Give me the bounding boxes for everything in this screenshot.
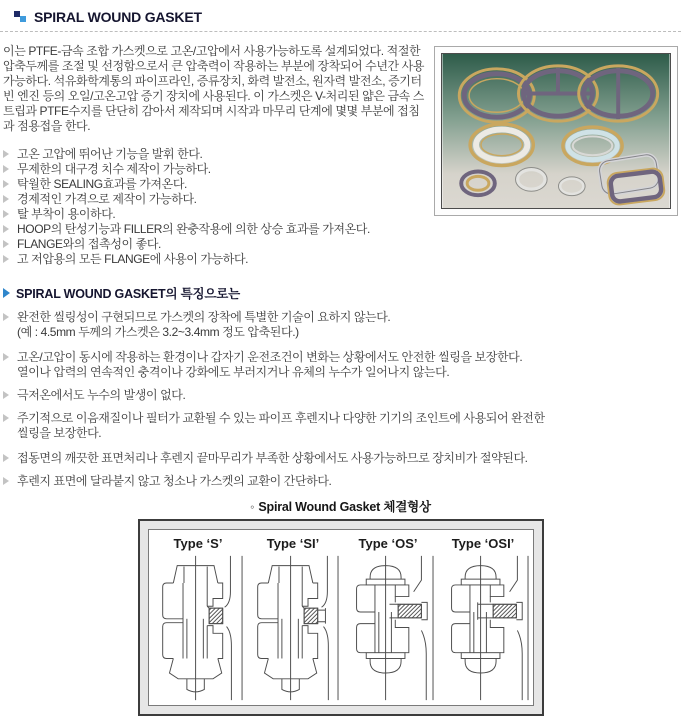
- characteristic-line: 씰링을 보장한다.: [17, 426, 102, 440]
- flange-joint-drawing-si: [245, 553, 342, 703]
- characteristic-item: [3, 350, 678, 380]
- chevron-bullet-icon: [3, 240, 9, 248]
- type-label: Type ‘SI’: [266, 536, 320, 551]
- diagram-caption: [3, 497, 678, 515]
- joint-types-diagram-inner: [148, 529, 534, 706]
- chevron-bullet-icon: [3, 414, 9, 422]
- chevron-bullet-icon: [3, 313, 9, 321]
- page-title: SPIRAL WOUND GASKET: [34, 9, 202, 25]
- feature-item: [3, 222, 678, 237]
- section-subheading: [3, 284, 678, 302]
- page-header: [0, 0, 681, 32]
- joint-types-diagram: [138, 519, 544, 716]
- chevron-bullet-icon: [3, 353, 9, 361]
- characteristic-item: [3, 451, 678, 466]
- chevron-bullet-icon: [3, 255, 9, 263]
- characteristic-line: 완전한 씰링성이 구현되므로 가스켓의 장착에 특별한 기술이 요하지 않는다.: [17, 310, 391, 324]
- type-label: Type ‘OSI’: [451, 536, 515, 551]
- feature-item-label: 탁월한 SEALING효과를 가져온다.: [17, 177, 187, 191]
- feature-item-label: HOOP의 탄성기능과 FILLER의 완충작용에 의한 상승 효과를 가져온다.: [17, 222, 370, 236]
- feature-item-label: FLANGE와의 접촉성이 좋다.: [17, 237, 161, 251]
- feature-item: [3, 237, 678, 252]
- flange-joint-drawing-os: [340, 553, 437, 703]
- feature-item: [3, 162, 678, 177]
- feature-item: [3, 252, 678, 267]
- characteristic-item: [3, 388, 678, 403]
- diagram-panel-type-s: [151, 535, 246, 703]
- characteristic-item: [3, 474, 678, 489]
- feature-item: [3, 177, 678, 192]
- chevron-bullet-icon: [3, 150, 9, 158]
- characteristic-item: [3, 411, 678, 441]
- diagram-panel-type-si: [246, 535, 341, 703]
- diagram-caption-label: Spiral Wound Gasket 체결형상: [258, 500, 431, 514]
- characteristic-note: (예 : 4.5mm 두께의 가스켓은 3.2~3.4mm 정도 압축된다.): [17, 325, 299, 339]
- feature-item-label: 고 저압용의 모든 FLANGE에 사용이 가능하다.: [17, 252, 249, 266]
- content-area: [0, 32, 681, 716]
- type-label: Type ‘OS’: [358, 536, 418, 551]
- feature-item: [3, 147, 678, 162]
- characteristic-line: 후렌지 표면에 달라붙지 않고 청소나 가스켓의 교환이 간단하다.: [17, 474, 332, 488]
- feature-item-label: 탈 부착이 용이하다.: [17, 207, 116, 221]
- type-label: Type ‘S’: [173, 536, 223, 551]
- characteristics-list: [3, 310, 678, 489]
- feature-item: [3, 207, 678, 222]
- intro-paragraph: 이는 PTFE-금속 조합 가스켓으로 고온/고압에서 사용가능하도록 설계되었다. 적절한 압축두께를 조절 및 선정함으로서 큰 압축력이 작용하는 부분에 장착되어 수년간 사용가능하다. 석유화학계통의 파이프라인, 증류장치, 화력 발전소, 원자력 발전소, 증기터빈 엔진 등의 오일/고온고압 증기 장치에 사용된다. 이 가스켓은 V-처리된 얇은 금속 스트립과 PTFE수지를 단단히 감아서 제작되며 시작과 마무리 단계에 몇몇 부분에 접침과 점용접을 한다.: [3, 44, 425, 133]
- chevron-bullet-icon: [3, 225, 9, 233]
- chevron-bullet-icon: [3, 210, 9, 218]
- chevron-bullet-icon: [3, 477, 9, 485]
- characteristic-line: 고온/고압이 동시에 작용하는 환경이나 갑자기 운전조건이 변화는 상황에서도 안전한 씰링을 보장한다.: [17, 350, 523, 364]
- characteristic-item: [3, 310, 678, 340]
- primary-feature-list: [3, 147, 678, 267]
- chevron-bullet-icon: [3, 391, 9, 399]
- feature-item-label: 경제적인 가격으로 제작이 가능하다.: [17, 192, 197, 206]
- chevron-bullet-icon: [3, 195, 9, 203]
- header-bullet-icon: [14, 11, 26, 23]
- chevron-bullet-icon: [3, 180, 9, 188]
- characteristic-line: 주기적으로 이음재질이나 필터가 교환될 수 있는 파이프 후렌지나 다양한 기기의 조인트에 사용되어 완전한: [17, 411, 545, 425]
- feature-item-label: 고온 고압에 뛰어난 기능을 발휘 한다.: [17, 147, 203, 161]
- section-subheading-label: SPIRAL WOUND GASKET의 특징으로는: [16, 287, 240, 301]
- characteristic-line: 열이나 압력의 연속적인 충격이나 강화에도 부러지거나 유체의 누수가 일어나지 않는다.: [17, 365, 450, 379]
- circle-bullet-icon: ◦: [250, 500, 255, 514]
- diagram-panel-type-osi: [436, 535, 531, 703]
- feature-item-label: 무제한의 대구경 치수 제작이 가능하다.: [17, 162, 211, 176]
- feature-item: [3, 192, 678, 207]
- flange-joint-drawing-osi: [435, 553, 532, 703]
- characteristic-line: 접동면의 깨끗한 표면처리나 후렌지 끝마무리가 부족한 상황에서도 사용가능하므로 장치비가 절약된다.: [17, 451, 528, 465]
- chevron-bullet-icon: [3, 165, 9, 173]
- flange-joint-drawing-s: [150, 553, 247, 703]
- diagram-panel-type-os: [341, 535, 436, 703]
- characteristic-line: 극저온에서도 누수의 발생이 없다.: [17, 388, 186, 402]
- chevron-bullet-icon: [3, 454, 9, 462]
- chevron-blue-icon: [3, 288, 10, 298]
